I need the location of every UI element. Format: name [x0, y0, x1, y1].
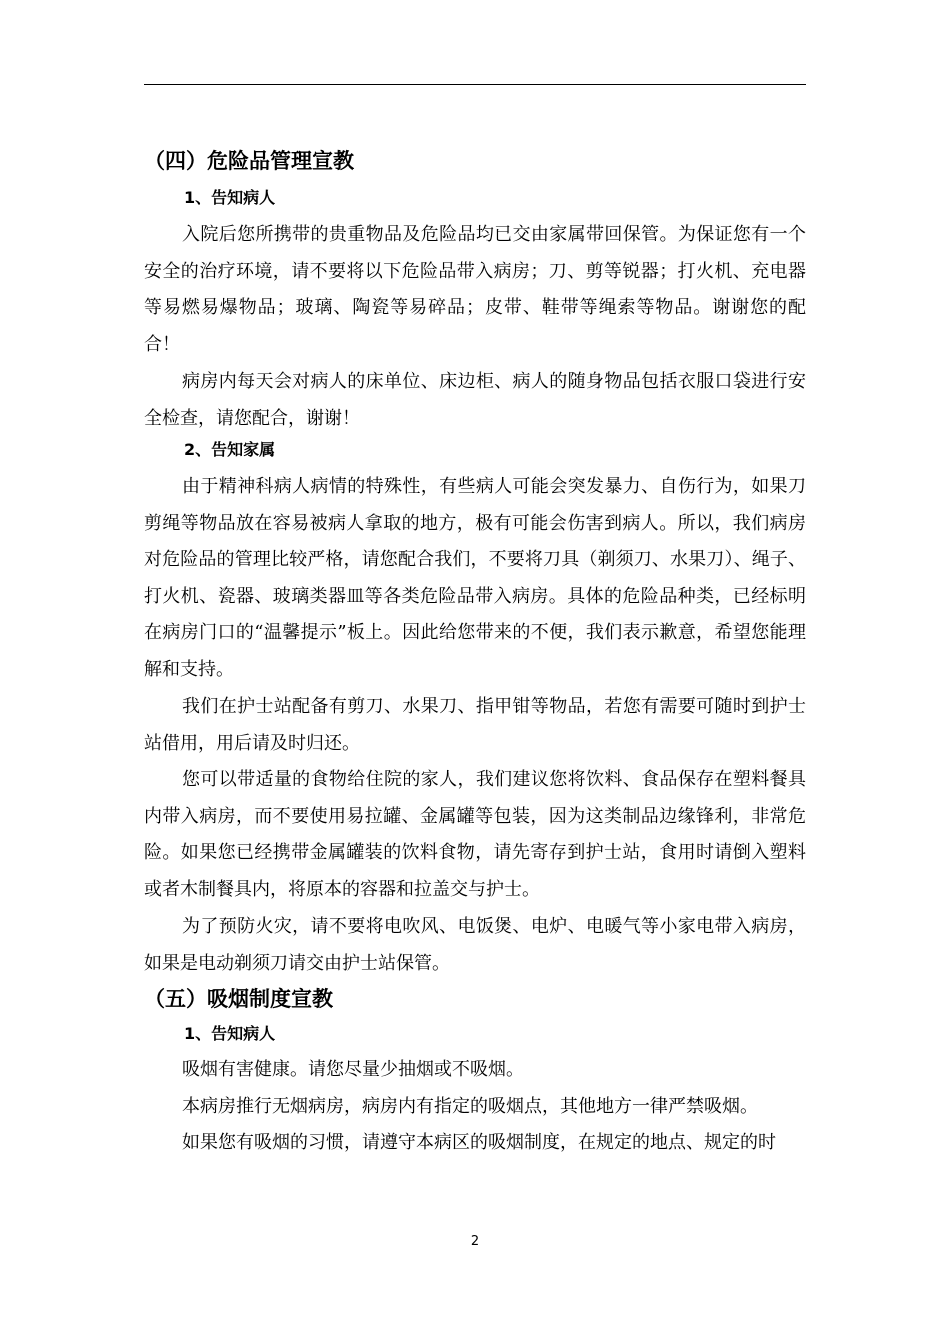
page-number: 2	[470, 1234, 480, 1249]
header-rule	[144, 84, 806, 85]
subsection-title-inform-family: 2、告知家属	[184, 440, 276, 459]
paragraph-fire-prevention: 为了预防火灾，请不要将电吹风、电饭煲、电炉、电暖气等小家电带入病房，如果是电动剃须刀请交由护士站保管。	[144, 916, 806, 974]
subsection-title-inform-patient: 1、告知病人	[184, 188, 276, 207]
subsection-title-inform-patient-smoking: 1、告知病人	[184, 1024, 276, 1043]
section-title-smoking-policy: （五）吸烟制度宣教	[144, 987, 333, 1011]
paragraph-valuables-and-hazards: 入院后您所携带的贵重物品及危险品均已交由家属带回保管。为保证您有一个安全的治疗环境，请不要将以下危险品带入病房；刀、剪等锐器；打火机、充电器等易燃易爆物品；玻璃、陶瓷等易碎品；皮带、鞋带等绳索等物品。谢谢您的配合！	[144, 224, 806, 355]
paragraph-psychiatric-risk: 由于精神科病人病情的特殊性，有些病人可能会突发暴力、自伤行为，如果刀剪绳等物品放在容易被病人拿取的地方，极有可能会伤害到病人。所以，我们病房对危险品的管理比较严格，请您配合我们，不要将刀具（剃须刀、水果刀）、绳子、打火机、瓷器、玻璃类器皿等各类危险品带入病房。具体的危险品种类，已经标明在病房门口的“温馨提示”板上。因此给您带来的不便，我们表示歉意，希望您能理解和支持。	[144, 476, 806, 680]
paragraph-smoking-harm: 吸烟有害健康。请您尽量少抽烟或不吸烟。	[182, 1059, 524, 1080]
paragraph-nurse-station-tools: 我们在护士站配备有剪刀、水果刀、指甲钳等物品，若您有需要可随时到护士站借用，用后请及时归还。	[144, 696, 806, 754]
section-title-hazardous-items: （四）危险品管理宣教	[144, 149, 354, 173]
paragraph-smoking-rules: 如果您有吸烟的习惯，请遵守本病区的吸烟制度，在规定的地点、规定的时	[182, 1132, 776, 1153]
paragraph-daily-safety-check: 病房内每天会对病人的床单位、床边柜、病人的随身物品包括衣服口袋进行安全检查，请您配合，谢谢！	[144, 371, 806, 429]
paragraph-smoke-free-ward: 本病房推行无烟病房，病房内有指定的吸烟点，其他地方一律严禁吸烟。	[182, 1096, 758, 1117]
paragraph-food-containers: 您可以带适量的食物给住院的家人，我们建议您将饮料、食品保存在塑料餐具内带入病房，而不要使用易拉罐、金属罐等包装，因为这类制品边缘锋利，非常危险。如果您已经携带金属罐装的饮料食物，请先寄存到护士站，食用时请倒入塑料或者木制餐具内，将原本的容器和拉盖交与护士。	[144, 769, 806, 900]
